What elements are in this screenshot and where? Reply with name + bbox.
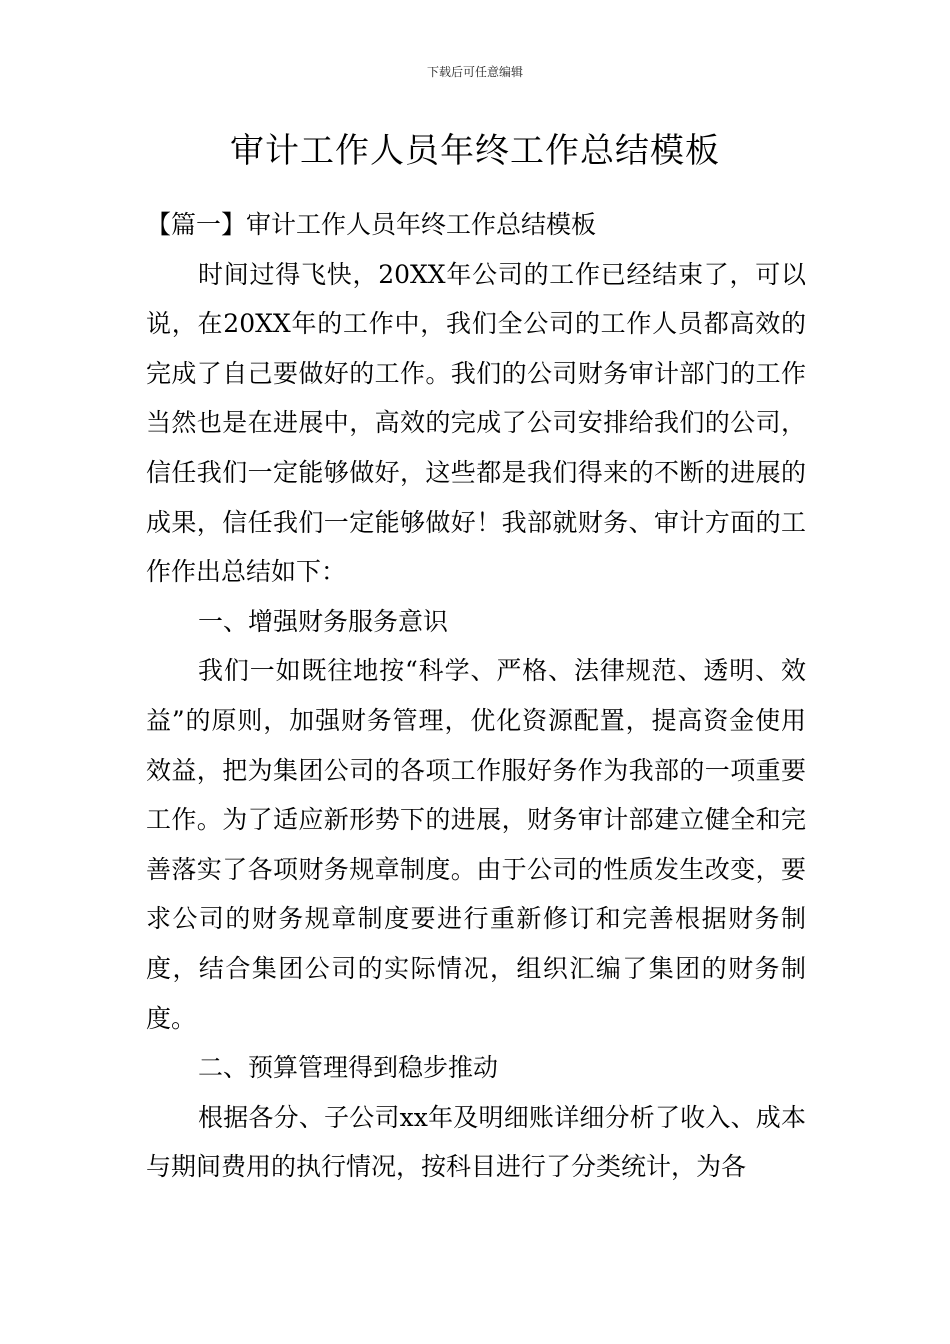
paragraph-financial-service: 我们一如既往地按“科学、严格、法律规范、透明、效益”的原则，加强财务管理，优化资源配置，提高资金使用效益，把为集团公司的各项工作服好务作为我部的一项重要工作。为了适应新形势下的进展，财务审计部建立健全和完善落实了各项财务规章制度。由于公司的性质发生改变，要求公司的财务规章制度要进行重新修订和完善根据财务制度，结合集团公司的实际情况，组织汇编了集团的财务制度。 — [146, 656, 806, 1033]
paragraph-intro: 时间过得飞快，20XX年公司的工作已经结束了，可以说，在20XX年的工作中，我们全公司的工作人员都高效的完成了自己要做好的工作。我们的公司财务审计部门的工作当然也是在进展中，高效的完成了公司安排给我们的公司，信任我们一定能够做好，这些都是我们得来的不断的进展的成果，信任我们一定能够做好！我部就财务、审计方面的工作作出总结如下： — [146, 259, 806, 587]
heading-budget-management: 二、预算管理得到稳步推动 — [198, 1053, 499, 1083]
section-label: 【篇一】审计工作人员年终工作总结模板 — [146, 210, 597, 239]
paragraph-budget-management: 根据各分、子公司xx年及明细账详细分析了收入、成本与期间费用的执行情况，按科目进行了分类统计，为各 — [146, 1102, 806, 1182]
heading-financial-service: 一、增强财务服务意识 — [198, 606, 449, 636]
document-title: 审计工作人员年终工作总结模板 — [230, 131, 720, 171]
document-body — [146, 200, 806, 1192]
header-note: 下载后可任意编辑 — [426, 65, 523, 79]
